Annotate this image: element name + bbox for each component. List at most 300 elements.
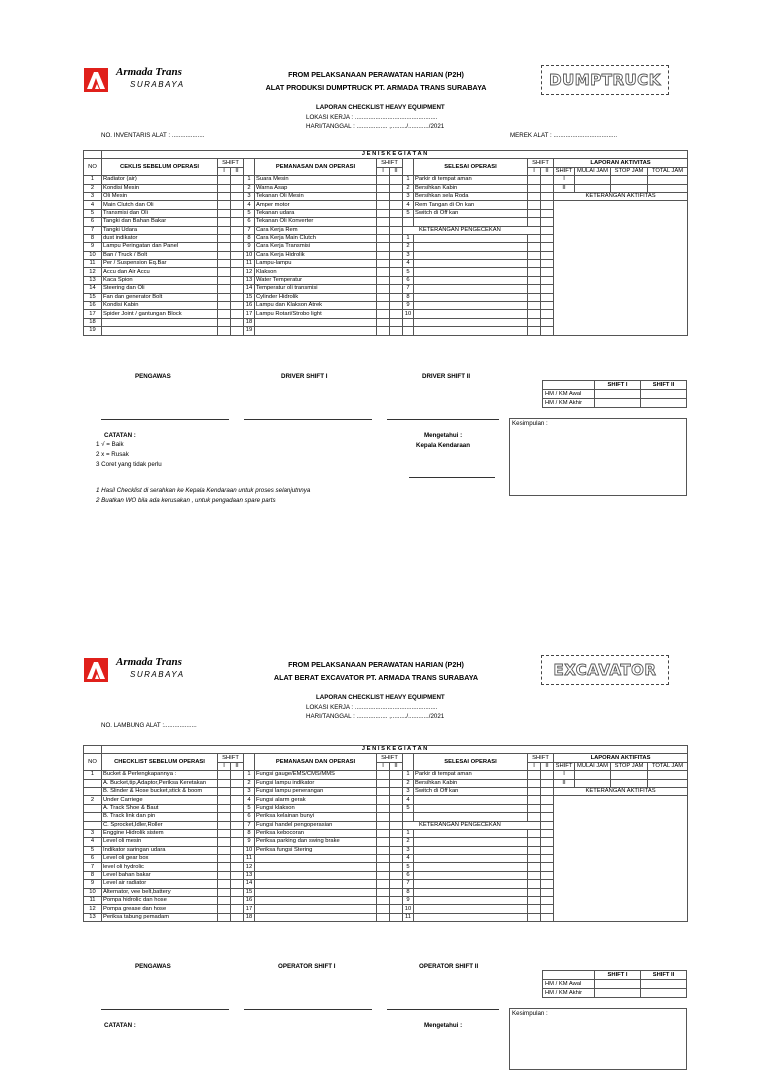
finish-item: Rem Tangan di On kan xyxy=(414,201,528,209)
shift-ii-check[interactable] xyxy=(231,871,244,879)
shift-i-check[interactable] xyxy=(218,863,231,871)
keterangan-aktifitas-area[interactable] xyxy=(554,796,688,922)
shift-i-check[interactable] xyxy=(218,192,231,200)
shift-i-check[interactable] xyxy=(528,846,541,854)
shift-i-check[interactable] xyxy=(528,855,541,863)
shift-ii-check[interactable] xyxy=(390,804,403,812)
shift-ii-check[interactable] xyxy=(390,268,403,276)
shift-ii-check[interactable] xyxy=(541,787,554,795)
shift-i-check[interactable] xyxy=(377,310,390,318)
report-title: LAPORAN CHECKLIST HEAVY EQUIPMENT xyxy=(316,694,445,701)
shift-ii-check[interactable] xyxy=(390,813,403,821)
kesimpulan-box[interactable] xyxy=(509,1008,687,1070)
shift-i-header: I xyxy=(218,762,231,770)
check-item: Per / Suspension Eq.Bar xyxy=(102,260,218,268)
check-item: A. Track Shoe & Baut xyxy=(102,804,218,812)
shift-ii-check[interactable] xyxy=(390,293,403,301)
signature-line[interactable] xyxy=(387,1009,499,1010)
shift-ii-check[interactable] xyxy=(541,260,554,268)
shift-i-check[interactable] xyxy=(528,192,541,200)
shift-ii-check[interactable] xyxy=(541,796,554,804)
shift-i-check[interactable] xyxy=(377,771,390,779)
shift-i-check[interactable] xyxy=(218,905,231,913)
shift-ii-check[interactable] xyxy=(541,913,554,921)
logo-mark-icon xyxy=(84,68,108,92)
row-number: 4 xyxy=(84,201,102,209)
merek-field[interactable]: MEREK ALAT : ..................................... xyxy=(510,132,618,139)
shift-i-check[interactable] xyxy=(377,201,390,209)
shift-i-check[interactable] xyxy=(377,863,390,871)
shift-ii-check[interactable] xyxy=(390,821,403,829)
shift-i-check[interactable] xyxy=(377,855,390,863)
shift-i-check[interactable] xyxy=(528,880,541,888)
shift-i-check[interactable] xyxy=(218,243,231,251)
hm-akhir-shift-1[interactable] xyxy=(595,399,641,408)
row-number xyxy=(84,813,102,821)
shift-i-check[interactable] xyxy=(218,913,231,921)
shift-i-check[interactable] xyxy=(218,234,231,242)
shift-i-check[interactable] xyxy=(218,209,231,217)
shift-i-check[interactable] xyxy=(528,829,541,837)
shift-ii-check[interactable] xyxy=(231,779,244,787)
shift-ii-check[interactable] xyxy=(231,310,244,318)
shift-i-check[interactable] xyxy=(528,276,541,284)
shift-ii-check[interactable] xyxy=(390,226,403,234)
shift-i-check[interactable] xyxy=(377,318,390,326)
finish-item xyxy=(414,804,528,812)
shift-ii-check[interactable] xyxy=(390,863,403,871)
shift-i-check[interactable] xyxy=(218,804,231,812)
finish-item xyxy=(414,880,528,888)
shift-ii-check[interactable] xyxy=(231,880,244,888)
shift-i-check[interactable] xyxy=(218,796,231,804)
mulai-jam[interactable] xyxy=(575,184,611,192)
shift-i-check[interactable] xyxy=(528,771,541,779)
stop-jam[interactable] xyxy=(611,184,648,192)
shift-ii-check[interactable] xyxy=(231,318,244,326)
shift-i-check[interactable] xyxy=(218,327,231,335)
shift-i-check[interactable] xyxy=(377,787,390,795)
shift-ii-check[interactable] xyxy=(390,897,403,905)
hari-tanggal-field[interactable]: HARI/TANGGAL : .................. ,........./............/2021 xyxy=(306,713,445,720)
shift-i-check[interactable] xyxy=(377,176,390,184)
hm-awal-shift-1[interactable] xyxy=(595,390,641,399)
shift-i-check[interactable] xyxy=(528,209,541,217)
row-number: 10 xyxy=(84,888,102,896)
shift-ii-check[interactable] xyxy=(541,218,554,226)
shift-i-check[interactable] xyxy=(218,813,231,821)
warmup-item: Cara Kerja Main Clutch xyxy=(255,234,377,242)
shift-ii-check[interactable] xyxy=(231,184,244,192)
shift-ii-check[interactable] xyxy=(231,201,244,209)
shift-i-check[interactable] xyxy=(528,302,541,310)
signature-line[interactable] xyxy=(101,419,229,420)
shift-i-check[interactable] xyxy=(218,880,231,888)
shift-ii-check[interactable] xyxy=(541,176,554,184)
shift-ii-check[interactable] xyxy=(541,184,554,192)
shift-i-check[interactable] xyxy=(218,846,231,854)
shift-ii-header: II xyxy=(541,167,554,175)
shift-i-check[interactable] xyxy=(218,201,231,209)
shift-i-check[interactable] xyxy=(377,260,390,268)
shift-ii-check[interactable] xyxy=(231,913,244,921)
shift-ii-check[interactable] xyxy=(231,285,244,293)
shift-ii-check[interactable] xyxy=(390,905,403,913)
shift-i-check[interactable] xyxy=(377,804,390,812)
shift-i-check[interactable] xyxy=(377,779,390,787)
shift-i-check[interactable] xyxy=(528,871,541,879)
shift-ii-check[interactable] xyxy=(231,846,244,854)
keterangan-aktifitas-area[interactable] xyxy=(554,201,688,335)
shift-i-check[interactable] xyxy=(528,913,541,921)
shift-i-check[interactable] xyxy=(377,218,390,226)
shift-i-check[interactable] xyxy=(218,771,231,779)
shift-ii-check[interactable] xyxy=(390,888,403,896)
shift-i-check[interactable] xyxy=(218,218,231,226)
shift-ii-check[interactable] xyxy=(231,251,244,259)
shift-ii-check[interactable] xyxy=(541,251,554,259)
shift-i-check[interactable] xyxy=(377,268,390,276)
shift-i-check[interactable] xyxy=(528,176,541,184)
shift-i-check[interactable] xyxy=(377,829,390,837)
hm-akhir-shift-2[interactable] xyxy=(641,399,687,408)
mulai-jam[interactable] xyxy=(575,779,611,787)
shift-i-check[interactable] xyxy=(377,285,390,293)
shift-ii-check[interactable] xyxy=(231,897,244,905)
shift-ii-check[interactable] xyxy=(231,192,244,200)
shift-ii-check[interactable] xyxy=(541,771,554,779)
row-number xyxy=(403,218,414,226)
shift-i-check[interactable] xyxy=(528,838,541,846)
shift-ii-check[interactable] xyxy=(390,302,403,310)
total-jam[interactable] xyxy=(648,779,688,787)
shift-i-check[interactable] xyxy=(218,285,231,293)
shift-i-check[interactable] xyxy=(528,779,541,787)
shift-i-check[interactable] xyxy=(528,285,541,293)
shift-i-check[interactable] xyxy=(528,787,541,795)
inventaris-field[interactable]: NO. INVENTARIS ALAT : ................... xyxy=(101,132,205,139)
warmup-item: Tekanan Oli Konverter xyxy=(255,218,377,226)
shift-ii-check[interactable] xyxy=(390,880,403,888)
hm-awal-shift-2[interactable] xyxy=(641,390,687,399)
shift-ii-check[interactable] xyxy=(231,787,244,795)
shift-i-check[interactable] xyxy=(218,310,231,318)
shift-ii-check[interactable] xyxy=(541,201,554,209)
shift-ii-check[interactable] xyxy=(541,779,554,787)
shift-i-check[interactable] xyxy=(218,897,231,905)
shift-ii-check[interactable] xyxy=(541,293,554,301)
table-row xyxy=(84,192,688,200)
shift-ii-check[interactable] xyxy=(231,804,244,812)
shift-i-check[interactable] xyxy=(218,226,231,234)
shift-ii-check[interactable] xyxy=(541,209,554,217)
shift-ii-check[interactable] xyxy=(231,863,244,871)
shift-ii-check[interactable] xyxy=(390,192,403,200)
shift-ii-check[interactable] xyxy=(231,855,244,863)
shift-i-check[interactable] xyxy=(377,897,390,905)
shift-i-check[interactable] xyxy=(377,251,390,259)
shift-i-check[interactable] xyxy=(377,184,390,192)
shift-i-check[interactable] xyxy=(218,176,231,184)
shift-ii-check[interactable] xyxy=(231,838,244,846)
shift-i-check[interactable] xyxy=(528,293,541,301)
shift-ii-check[interactable] xyxy=(231,276,244,284)
shift-i-check[interactable] xyxy=(528,905,541,913)
shift-ii-check[interactable] xyxy=(390,829,403,837)
hm-akhir-shift-1[interactable] xyxy=(595,989,641,998)
shift-i-check[interactable] xyxy=(377,234,390,242)
row-number: 19 xyxy=(244,327,255,335)
shift-i-check[interactable] xyxy=(528,897,541,905)
shift-ii-check[interactable] xyxy=(390,184,403,192)
shift-i-check[interactable] xyxy=(528,813,541,821)
stop-jam[interactable] xyxy=(611,176,648,184)
total-jam[interactable] xyxy=(648,184,688,192)
shift-ii-check[interactable] xyxy=(231,829,244,837)
shift-ii-check[interactable] xyxy=(231,796,244,804)
shift-i-check[interactable] xyxy=(528,218,541,226)
catatan-note: 2 x = Rusak xyxy=(96,451,129,458)
shift-ii-check[interactable] xyxy=(541,243,554,251)
shift-ii-check[interactable] xyxy=(231,302,244,310)
signature-line[interactable] xyxy=(409,477,495,478)
shift-i-header: I xyxy=(218,167,231,175)
shift-i-check[interactable] xyxy=(528,268,541,276)
shift-ii-check[interactable] xyxy=(541,880,554,888)
shift-ii-check[interactable] xyxy=(390,209,403,217)
warmup-item: Periksa parking dan swing brake xyxy=(255,838,377,846)
shift-i-check[interactable] xyxy=(377,871,390,879)
row-number: 16 xyxy=(244,302,255,310)
shift-i-check[interactable] xyxy=(528,243,541,251)
signature-line[interactable] xyxy=(244,1009,372,1010)
shift-i-check[interactable] xyxy=(218,779,231,787)
shift-i-check[interactable] xyxy=(377,293,390,301)
shift-ii-header: II xyxy=(390,167,403,175)
shift-ii-check[interactable] xyxy=(541,804,554,812)
shift-ii-check[interactable] xyxy=(390,310,403,318)
row-number xyxy=(403,318,414,326)
shift-ii-check[interactable] xyxy=(390,234,403,242)
shift-i-check[interactable] xyxy=(218,293,231,301)
inventaris-field[interactable]: NO. LAMBUNG ALAT :................... xyxy=(101,722,197,729)
shift-ii-check[interactable] xyxy=(390,855,403,863)
shift-ii-check[interactable] xyxy=(390,779,403,787)
check-item xyxy=(102,327,218,335)
shift-ii-check[interactable] xyxy=(390,913,403,921)
shift-ii-check[interactable] xyxy=(390,201,403,209)
shift-ii-check[interactable] xyxy=(390,285,403,293)
shift-i-check[interactable] xyxy=(377,243,390,251)
shift-ii-check[interactable] xyxy=(541,276,554,284)
shift-ii-check[interactable] xyxy=(541,226,554,234)
shift-ii-check[interactable] xyxy=(231,218,244,226)
shift-i-check[interactable] xyxy=(528,234,541,242)
shift-ii-check[interactable] xyxy=(390,218,403,226)
shift-i-check[interactable] xyxy=(528,251,541,259)
shift-i-check[interactable] xyxy=(377,880,390,888)
shift-ii-check[interactable] xyxy=(541,310,554,318)
shift-ii-check[interactable] xyxy=(541,327,554,335)
shift-ii-check[interactable] xyxy=(541,813,554,821)
shift-i-check[interactable] xyxy=(218,787,231,795)
stop-jam[interactable] xyxy=(611,779,648,787)
finish-item xyxy=(414,905,528,913)
shift-ii-check[interactable] xyxy=(231,209,244,217)
row-number: 6 xyxy=(244,813,255,821)
shift-ii-check[interactable] xyxy=(231,176,244,184)
col3-header: SELESAI OPERASI xyxy=(414,754,528,771)
shift-ii-check[interactable] xyxy=(541,285,554,293)
shift-ii-check[interactable] xyxy=(231,243,244,251)
shift-ii-check[interactable] xyxy=(390,243,403,251)
row-number: 5 xyxy=(403,863,414,871)
lokasi-field[interactable]: LOKASI KERJA : ................................................ xyxy=(306,114,438,121)
shift-i-check[interactable] xyxy=(218,260,231,268)
shift-i-check[interactable] xyxy=(377,192,390,200)
shift-i-check[interactable] xyxy=(528,888,541,896)
shift-ii-check[interactable] xyxy=(390,796,403,804)
shift-ii-check[interactable] xyxy=(541,829,554,837)
shift-ii-check[interactable] xyxy=(390,771,403,779)
shift-i-check[interactable] xyxy=(377,888,390,896)
shift-i-check[interactable] xyxy=(377,327,390,335)
shift-i-check[interactable] xyxy=(218,838,231,846)
shift-ii-check[interactable] xyxy=(390,251,403,259)
shift-i-check[interactable] xyxy=(377,226,390,234)
shift-ii-check[interactable] xyxy=(390,838,403,846)
shift-ii-check[interactable] xyxy=(231,260,244,268)
shift-ii-check[interactable] xyxy=(541,897,554,905)
signature-line[interactable] xyxy=(244,419,372,420)
row-number: 6 xyxy=(84,218,102,226)
shift-ii-check[interactable] xyxy=(541,905,554,913)
shift-i-header: I xyxy=(377,167,390,175)
shift-i-check[interactable] xyxy=(218,871,231,879)
shift-ii-check[interactable] xyxy=(541,863,554,871)
shift-ii-check[interactable] xyxy=(390,260,403,268)
shift-ii-check[interactable] xyxy=(541,846,554,854)
total-jam[interactable] xyxy=(648,176,688,184)
shift-ii-check[interactable] xyxy=(541,192,554,200)
shift-ii-check[interactable] xyxy=(231,293,244,301)
shift-ii-check[interactable] xyxy=(231,905,244,913)
shift-i-check[interactable] xyxy=(218,302,231,310)
shift-ii-check[interactable] xyxy=(541,234,554,242)
shift-i-check[interactable] xyxy=(218,855,231,863)
shift-i-check[interactable] xyxy=(218,821,231,829)
shift-ii-check[interactable] xyxy=(541,855,554,863)
shift-ii-check[interactable] xyxy=(231,268,244,276)
shift-i-check[interactable] xyxy=(377,913,390,921)
shift-ii-check[interactable] xyxy=(390,327,403,335)
shift-i-check[interactable] xyxy=(218,268,231,276)
shift-i-check[interactable] xyxy=(528,796,541,804)
check-item: Oli Mesin xyxy=(102,192,218,200)
shift-i-check[interactable] xyxy=(528,863,541,871)
shift-i-check[interactable] xyxy=(218,184,231,192)
check-item: Fan dan generator Bolt xyxy=(102,293,218,301)
shift-i-check[interactable] xyxy=(218,888,231,896)
shift-i-check[interactable] xyxy=(377,821,390,829)
shift-i-check[interactable] xyxy=(218,251,231,259)
shift-i-check[interactable] xyxy=(377,796,390,804)
hari-tanggal-field[interactable]: HARI/TANGGAL : .................. ,........./............/2021 xyxy=(306,123,445,130)
shift-ii-check[interactable] xyxy=(390,318,403,326)
shift-ii-check[interactable] xyxy=(541,888,554,896)
shift-i-check[interactable] xyxy=(377,846,390,854)
lokasi-field[interactable]: LOKASI KERJA : ................................................ xyxy=(306,704,438,711)
shift-i-check[interactable] xyxy=(377,276,390,284)
shift-ii-check[interactable] xyxy=(390,787,403,795)
mulai-jam[interactable] xyxy=(575,771,611,779)
hm-awal-label: HM / KM Awal xyxy=(543,390,595,399)
shift-ii-check[interactable] xyxy=(541,871,554,879)
row-number: 16 xyxy=(244,897,255,905)
shift-ii-check[interactable] xyxy=(390,276,403,284)
shift-ii-check[interactable] xyxy=(231,234,244,242)
hm-awal-shift-1[interactable] xyxy=(595,980,641,989)
shift-ii-check[interactable] xyxy=(390,176,403,184)
shift-ii-check[interactable] xyxy=(231,771,244,779)
row-number: 1 xyxy=(244,176,255,184)
check-item: A. Bucket,tip,Adaptor,Periksa Keretakan xyxy=(102,779,218,787)
stop-jam[interactable] xyxy=(611,771,648,779)
shift-i-check[interactable] xyxy=(377,838,390,846)
shift-ii-check[interactable] xyxy=(231,813,244,821)
shift-ii-check[interactable] xyxy=(541,302,554,310)
signature-line[interactable] xyxy=(387,419,499,420)
kesimpulan-label: Kesimpulan : xyxy=(512,1010,548,1017)
check-item: C. Sprocket,Idler,Roller xyxy=(102,821,218,829)
shift-i-check[interactable] xyxy=(377,302,390,310)
check-item: Indikator saringan udara xyxy=(102,846,218,854)
signature-line[interactable] xyxy=(101,1009,229,1010)
shift-ii-check[interactable] xyxy=(231,226,244,234)
shift-ii-check[interactable] xyxy=(231,821,244,829)
shift-i-check[interactable] xyxy=(377,209,390,217)
row-number: 12 xyxy=(244,863,255,871)
shift-ii-check[interactable] xyxy=(231,888,244,896)
shift-i-check[interactable] xyxy=(528,184,541,192)
shift-ii-check[interactable] xyxy=(541,318,554,326)
shift-i-check[interactable] xyxy=(528,201,541,209)
shift-ii-check[interactable] xyxy=(541,821,554,829)
hm-akhir-shift-2[interactable] xyxy=(641,989,687,998)
shift-ii-check[interactable] xyxy=(390,871,403,879)
shift-i-check[interactable] xyxy=(218,829,231,837)
shift-i-check[interactable] xyxy=(377,813,390,821)
shift-i-check[interactable] xyxy=(377,905,390,913)
hm-awal-shift-2[interactable] xyxy=(641,980,687,989)
sign-shift-2: DRIVER SHIFT II xyxy=(422,373,471,380)
finish-item: Bersihkan sela Roda xyxy=(414,192,528,200)
mulai-jam[interactable] xyxy=(575,176,611,184)
shift-i-check[interactable] xyxy=(528,804,541,812)
shift-ii-check[interactable] xyxy=(541,838,554,846)
shift-i-check[interactable] xyxy=(528,310,541,318)
shift-i-check[interactable] xyxy=(528,318,541,326)
kesimpulan-box[interactable] xyxy=(509,418,687,496)
shift-ii-check[interactable] xyxy=(541,268,554,276)
shift-i-check[interactable] xyxy=(528,327,541,335)
shift-ii-check[interactable] xyxy=(390,846,403,854)
shift-ii-check[interactable] xyxy=(231,327,244,335)
shift-i-check[interactable] xyxy=(218,276,231,284)
shift-i-check[interactable] xyxy=(218,318,231,326)
shift-i-check[interactable] xyxy=(528,260,541,268)
total-jam[interactable] xyxy=(648,771,688,779)
